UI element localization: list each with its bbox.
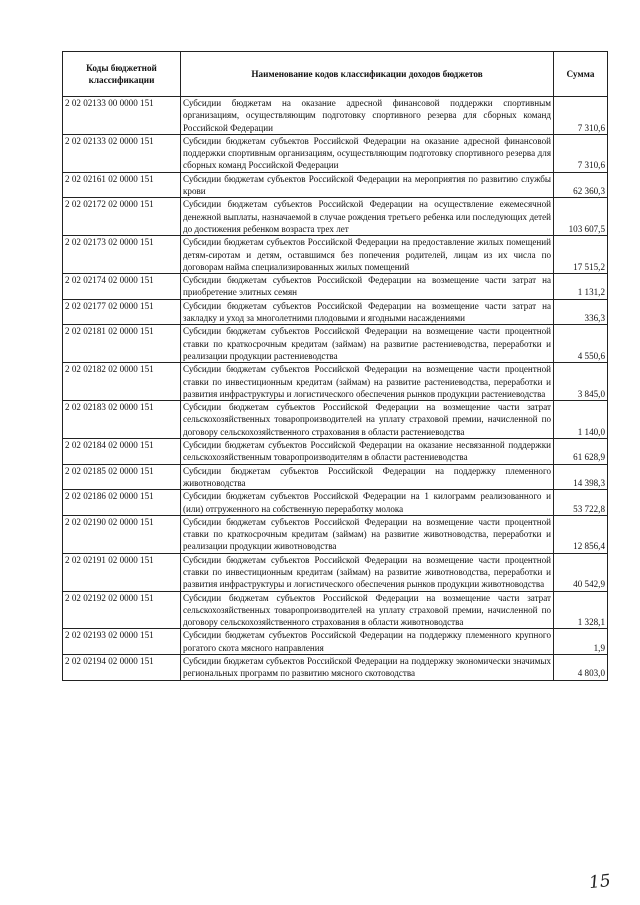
cell-name: Субсидии бюджетам субъектов Российской Федерации на мероприятия по развитию службы крови: [181, 172, 554, 198]
cell-name: Субсидии бюджетам субъектов Российской Федерации на возмещение части затрат сельскохозяйственных товаропроизводителей на уплату страховой премии, начисленной по договору сельскохозяйственного страхования в области растениеводства: [181, 401, 554, 439]
cell-sum: 7 310,6: [554, 97, 608, 135]
cell-name: Субсидии бюджетам субъектов Российской Федерации на поддержку племенного животноводства: [181, 464, 554, 490]
cell-name: Субсидии бюджетам субъектов Российской Федерации на оказание несвязанной поддержки сельскохозяйственным товаропроизводителям в области растениеводства: [181, 439, 554, 465]
budget-table: [62, 51, 608, 681]
table-body: [63, 97, 608, 681]
cell-code: 2 02 02192 02 0000 151: [63, 591, 181, 629]
table-row: [63, 172, 608, 198]
cell-code: 2 02 02184 02 0000 151: [63, 439, 181, 465]
cell-name: Субсидии бюджетам субъектов Российской Федерации на возмещение части процентной ставки по краткосрочным кредитам (займам) на развитие животноводства, переработки и реализации продукции животноводства: [181, 515, 554, 553]
table-row: [63, 134, 608, 172]
cell-name: Субсидии бюджетам субъектов Российской Федерации на возмещение части процентной ставки по инвестиционным кредитам (займам) на развитие растениеводства, переработки и развития инфраструктуры и логистического обеспечения рынков продукции растениеводства: [181, 363, 554, 401]
cell-sum: 17 515,2: [554, 236, 608, 274]
cell-code: 2 02 02173 02 0000 151: [63, 236, 181, 274]
cell-name: Субсидии бюджетам субъектов Российской Федерации на возмещение части процентной ставки по краткосрочным кредитам (займам) на развитие растениеводства, переработки и реализации продукции растениеводства: [181, 325, 554, 363]
cell-sum: 103 607,5: [554, 198, 608, 236]
cell-sum: 1 131,2: [554, 274, 608, 300]
cell-sum: 1 328,1: [554, 591, 608, 629]
cell-code: 2 02 02174 02 0000 151: [63, 274, 181, 300]
header-code: Коды бюджетной классификации: [63, 52, 181, 97]
cell-sum: 62 360,3: [554, 172, 608, 198]
cell-code: 2 02 02133 02 0000 151: [63, 134, 181, 172]
cell-name: Субсидии бюджетам субъектов Российской Федерации на возмещение части затрат на приобретение элитных семян: [181, 274, 554, 300]
cell-name: Субсидии бюджетам субъектов Российской Федерации на возмещение части процентной ставки по инвестиционным кредитам (займам) на развитие животноводства, переработки и развития инфраструктуры и логистического обеспечения рынков продукции животноводства: [181, 553, 554, 591]
table-header-row: [63, 52, 608, 97]
cell-sum: 336,3: [554, 299, 608, 325]
cell-code: 2 02 02194 02 0000 151: [63, 655, 181, 681]
cell-sum: 4 550,6: [554, 325, 608, 363]
cell-sum: 40 542,9: [554, 553, 608, 591]
table-row: [63, 553, 608, 591]
cell-sum: 7 310,6: [554, 134, 608, 172]
table-row: [63, 363, 608, 401]
header-sum: Сумма: [554, 52, 608, 97]
document-page: [62, 51, 607, 681]
table-row: [63, 515, 608, 553]
cell-code: 2 02 02181 02 0000 151: [63, 325, 181, 363]
table-row: [63, 299, 608, 325]
cell-name: Субсидии бюджетам на оказание адресной финансовой поддержки спортивным организациям, осуществляющим подготовку спортивного резерва для сборных команд Российской Федерации: [181, 97, 554, 135]
cell-code: 2 02 02172 02 0000 151: [63, 198, 181, 236]
cell-sum: 4 803,0: [554, 655, 608, 681]
cell-code: 2 02 02133 00 0000 151: [63, 97, 181, 135]
cell-code: 2 02 02193 02 0000 151: [63, 629, 181, 655]
cell-sum: 12 856,4: [554, 515, 608, 553]
page-number: 15: [588, 870, 612, 894]
table-row: [63, 274, 608, 300]
cell-code: 2 02 02185 02 0000 151: [63, 464, 181, 490]
table-row: [63, 655, 608, 681]
cell-name: Субсидии бюджетам субъектов Российской Федерации на оказание адресной финансовой поддержки спортивным организациям, осуществляющим подготовку спортивного резерва для сборных команд Российской Федерации: [181, 134, 554, 172]
cell-name: Субсидии бюджетам субъектов Российской Федерации на предоставление жилых помещений детям-сиротам и детям, оставшимся без попечения родителей, лицам из их числа по договорам найма специализированных жилых помещений: [181, 236, 554, 274]
table-row: [63, 629, 608, 655]
cell-sum: 53 722,8: [554, 490, 608, 516]
table-row: [63, 591, 608, 629]
cell-name: Субсидии бюджетам субъектов Российской Федерации на возмещение части затрат на закладку и уход за многолетними плодовыми и ягодными насаждениями: [181, 299, 554, 325]
cell-sum: 1,9: [554, 629, 608, 655]
cell-code: 2 02 02183 02 0000 151: [63, 401, 181, 439]
table-row: [63, 401, 608, 439]
table-row: [63, 236, 608, 274]
cell-code: 2 02 02190 02 0000 151: [63, 515, 181, 553]
cell-name: Субсидии бюджетам субъектов Российской Федерации на осуществление ежемесячной денежной выплаты, назначаемой в случае рождения третьего ребенка или последующих детей до достижения ребенком возраста трех лет: [181, 198, 554, 236]
table-row: [63, 490, 608, 516]
table-row: [63, 97, 608, 135]
cell-name: Субсидии бюджетам субъектов Российской Федерации на поддержку племенного крупного рогатого скота мясного направления: [181, 629, 554, 655]
cell-code: 2 02 02182 02 0000 151: [63, 363, 181, 401]
cell-name: Субсидии бюджетам субъектов Российской Федерации на возмещение части затрат сельскохозяйственных товаропроизводителей на уплату страховой премии, начисленной по договору сельскохозяйственного страхования в области животноводства: [181, 591, 554, 629]
table-row: [63, 464, 608, 490]
cell-code: 2 02 02177 02 0000 151: [63, 299, 181, 325]
table-row: [63, 198, 608, 236]
cell-code: 2 02 02161 02 0000 151: [63, 172, 181, 198]
cell-name: Субсидии бюджетам субъектов Российской Федерации на 1 килограмм реализованного и (или) отгруженного на собственную переработку молока: [181, 490, 554, 516]
table-row: [63, 439, 608, 465]
cell-name: Субсидии бюджетам субъектов Российской Федерации на поддержку экономически значимых региональных программ по развитию мясного скотоводства: [181, 655, 554, 681]
cell-sum: 3 845,0: [554, 363, 608, 401]
header-name: Наименование кодов классификации доходов бюджетов: [181, 52, 554, 97]
cell-sum: 1 140,0: [554, 401, 608, 439]
table-row: [63, 325, 608, 363]
cell-code: 2 02 02186 02 0000 151: [63, 490, 181, 516]
cell-code: 2 02 02191 02 0000 151: [63, 553, 181, 591]
cell-sum: 14 398,3: [554, 464, 608, 490]
cell-sum: 61 628,9: [554, 439, 608, 465]
